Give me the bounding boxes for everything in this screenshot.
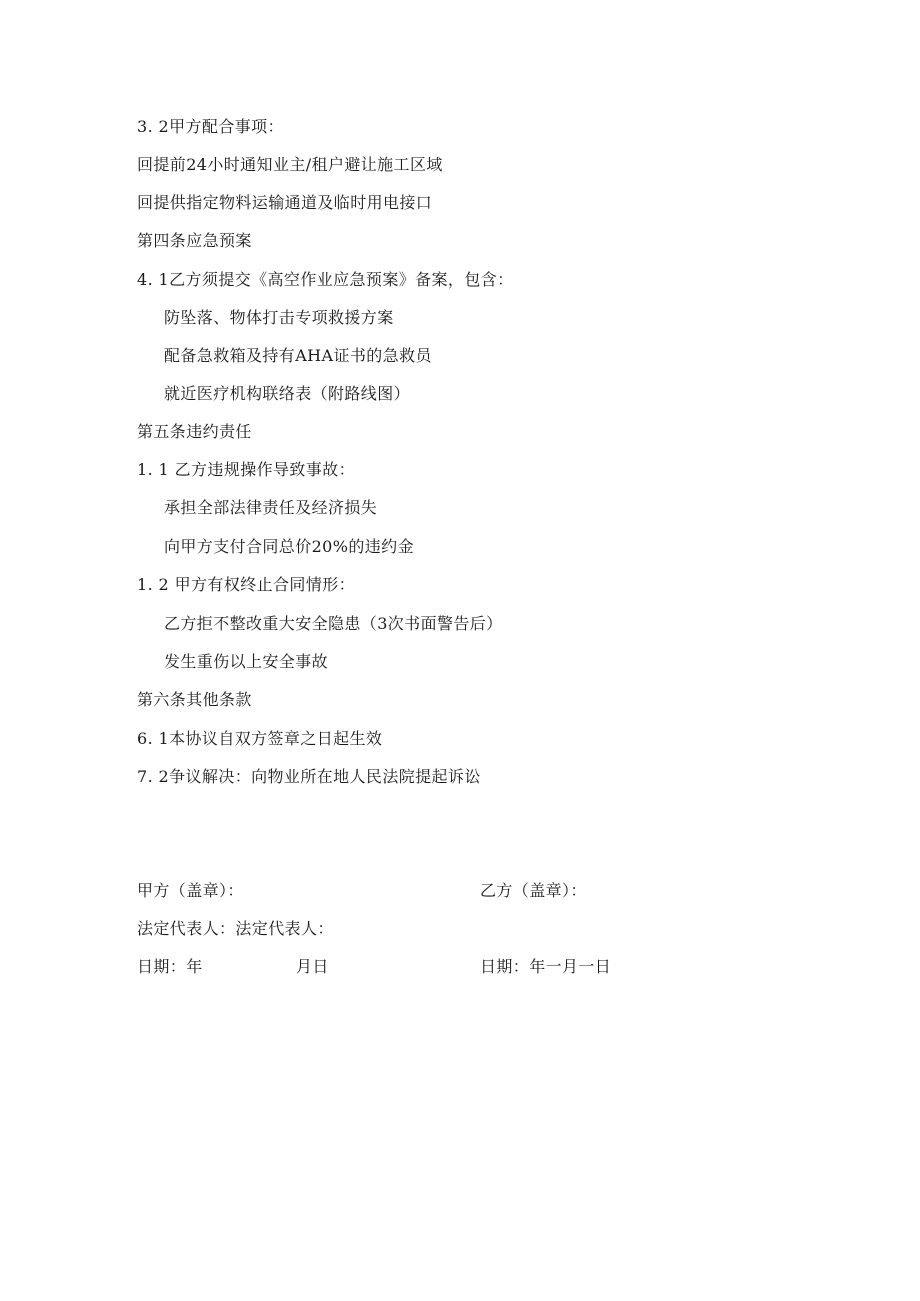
article-4-item: 防坠落、物体打击专项救援方案 bbox=[164, 308, 394, 327]
article-6-title: 第六条其他条款 bbox=[137, 690, 252, 709]
party-a-date-label: 日期：年 bbox=[137, 957, 203, 976]
party-a-date-rest: 月日 bbox=[296, 957, 329, 976]
party-b-seal-label: 乙方（盖章）： bbox=[480, 881, 587, 900]
section-3-2-item: 回提前24小时通知业主/租户避让施工区域 bbox=[137, 155, 443, 174]
clause-6-1: 6. 1本协议自双方签章之日起生效 bbox=[137, 729, 383, 748]
clause-4-1: 4. 1乙方须提交《高空作业应急预案》备案，包含： bbox=[137, 270, 514, 289]
article-5-title: 第五条违约责任 bbox=[137, 422, 252, 441]
clause-1-2: 1. 2 甲方有权终止合同情形： bbox=[137, 575, 356, 594]
clause-1-2-item: 发生重伤以上安全事故 bbox=[164, 652, 329, 671]
section-3-2-item: 回提供指定物料运输通道及临时用电接口 bbox=[137, 193, 433, 212]
party-a-seal-label: 甲方（盖章）： bbox=[137, 881, 244, 900]
clause-1-2-item: 乙方拒不整改重大安全隐患（3次书面警告后） bbox=[164, 614, 503, 633]
clause-1-1-item: 向甲方支付合同总价20%的违约金 bbox=[164, 537, 414, 556]
article-4-title: 第四条应急预案 bbox=[137, 231, 252, 250]
clause-1-1-item: 承担全部法律责任及经济损失 bbox=[164, 498, 378, 517]
party-b-date-label: 日期：年一月一日 bbox=[480, 957, 612, 976]
legal-representatives-label: 法定代表人：法定代表人： bbox=[137, 919, 334, 938]
article-4-item: 就近医疗机构联络表（附路线图） bbox=[164, 384, 411, 403]
clause-7-2: 7. 2争议解决：向物业所在地人民法院提起诉讼 bbox=[137, 767, 481, 786]
clause-1-1: 1. 1 乙方违规操作导致事故： bbox=[137, 460, 356, 479]
article-4-item: 配备急救箱及持有AHA证书的急救员 bbox=[164, 346, 432, 365]
section-3-2-heading: 3. 2甲方配合事项： bbox=[137, 117, 284, 136]
